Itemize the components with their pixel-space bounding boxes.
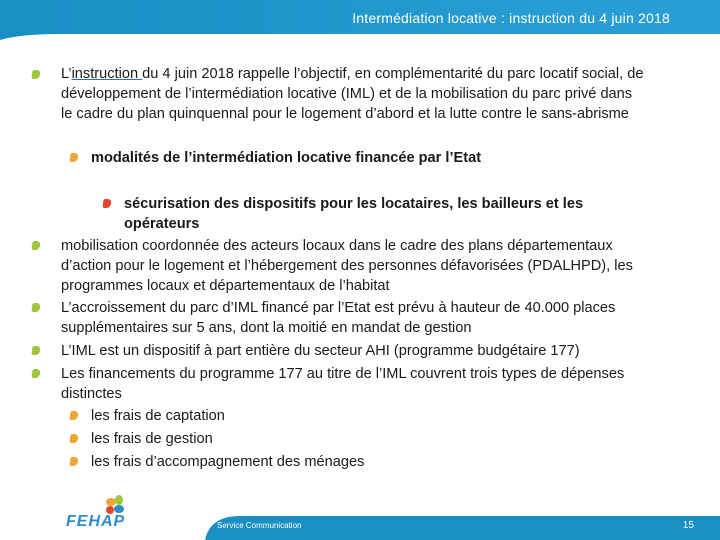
intro-line-1-rest: du 4 juin 2018 rappelle l’objectif, en complémentarité du parc locatif social, de <box>142 66 644 82</box>
bullet-icon <box>31 346 40 355</box>
mobilisation-line-3: programmes locaux et départementaux de l’habitat <box>61 278 390 294</box>
bullet-icon <box>69 153 78 162</box>
financements-line-2: distinctes <box>61 386 122 402</box>
bullet-icon <box>69 457 78 466</box>
securisation-line-2: opérateurs <box>124 216 200 232</box>
mobilisation-line-2: d’action pour le logement et l’hébergement des personnes défavorisées (PDALHPD), les <box>61 258 633 274</box>
financement-item: les frais de captation <box>91 408 225 424</box>
bullet-icon <box>31 303 40 312</box>
header-band <box>0 0 720 36</box>
page-number: 15 <box>682 520 694 531</box>
bullet-icon <box>102 199 111 208</box>
page-title: Intermédiation locative : instruction du 4 juin 2018 <box>352 10 670 26</box>
accroissement-line-2: supplémentaires sur 5 ans, dont la moitié en mandat de gestion <box>61 320 472 336</box>
footer-swoosh <box>0 512 720 540</box>
bullet-icon <box>69 411 78 420</box>
logo-wordmark: FEHAP <box>66 513 126 530</box>
footer-band <box>0 512 720 540</box>
bullet-icon <box>31 70 40 79</box>
intro-line-1 <box>61 64 644 84</box>
dispositif-text: L’IML est un dispositif à part entière du secteur AHI (programme budgétaire 177) <box>61 343 580 359</box>
financement-item: les frais de gestion <box>91 431 213 447</box>
accroissement-line-1: L’accroissement du parc d’IML financé par l’Etat est prévu à hauteur de 40.000 places <box>61 300 616 316</box>
intro-line-3: le cadre du plan quinquennal pour le logement d’abord et la lutte contre le sans-abrisme <box>61 106 629 122</box>
bullet-icon <box>69 434 78 443</box>
financement-item: les frais d’accompagnement des ménages <box>91 454 365 470</box>
bullet-icon <box>31 241 40 250</box>
bullet-icon <box>31 369 40 378</box>
instruction-link[interactable]: instruction <box>71 66 143 82</box>
intro-line-2: développement de l’intermédiation locative (IML) et de la mobilisation du parc privé dans <box>61 86 633 102</box>
financements-line-1: Les financements du programme 177 au titre de l’IML couvrent trois types de dépenses <box>61 366 625 382</box>
modalites-heading: modalités de l’intermédiation locative financée par l’Etat <box>91 150 482 166</box>
footer-service-label: Service Communication <box>217 521 302 530</box>
intro-prefix: L’ <box>61 66 72 82</box>
securisation-line-1: sécurisation des dispositifs pour les locataires, les bailleurs et les <box>124 196 584 212</box>
mobilisation-line-1: mobilisation coordonnée des acteurs locaux dans le cadre des plans départementaux <box>61 238 613 254</box>
